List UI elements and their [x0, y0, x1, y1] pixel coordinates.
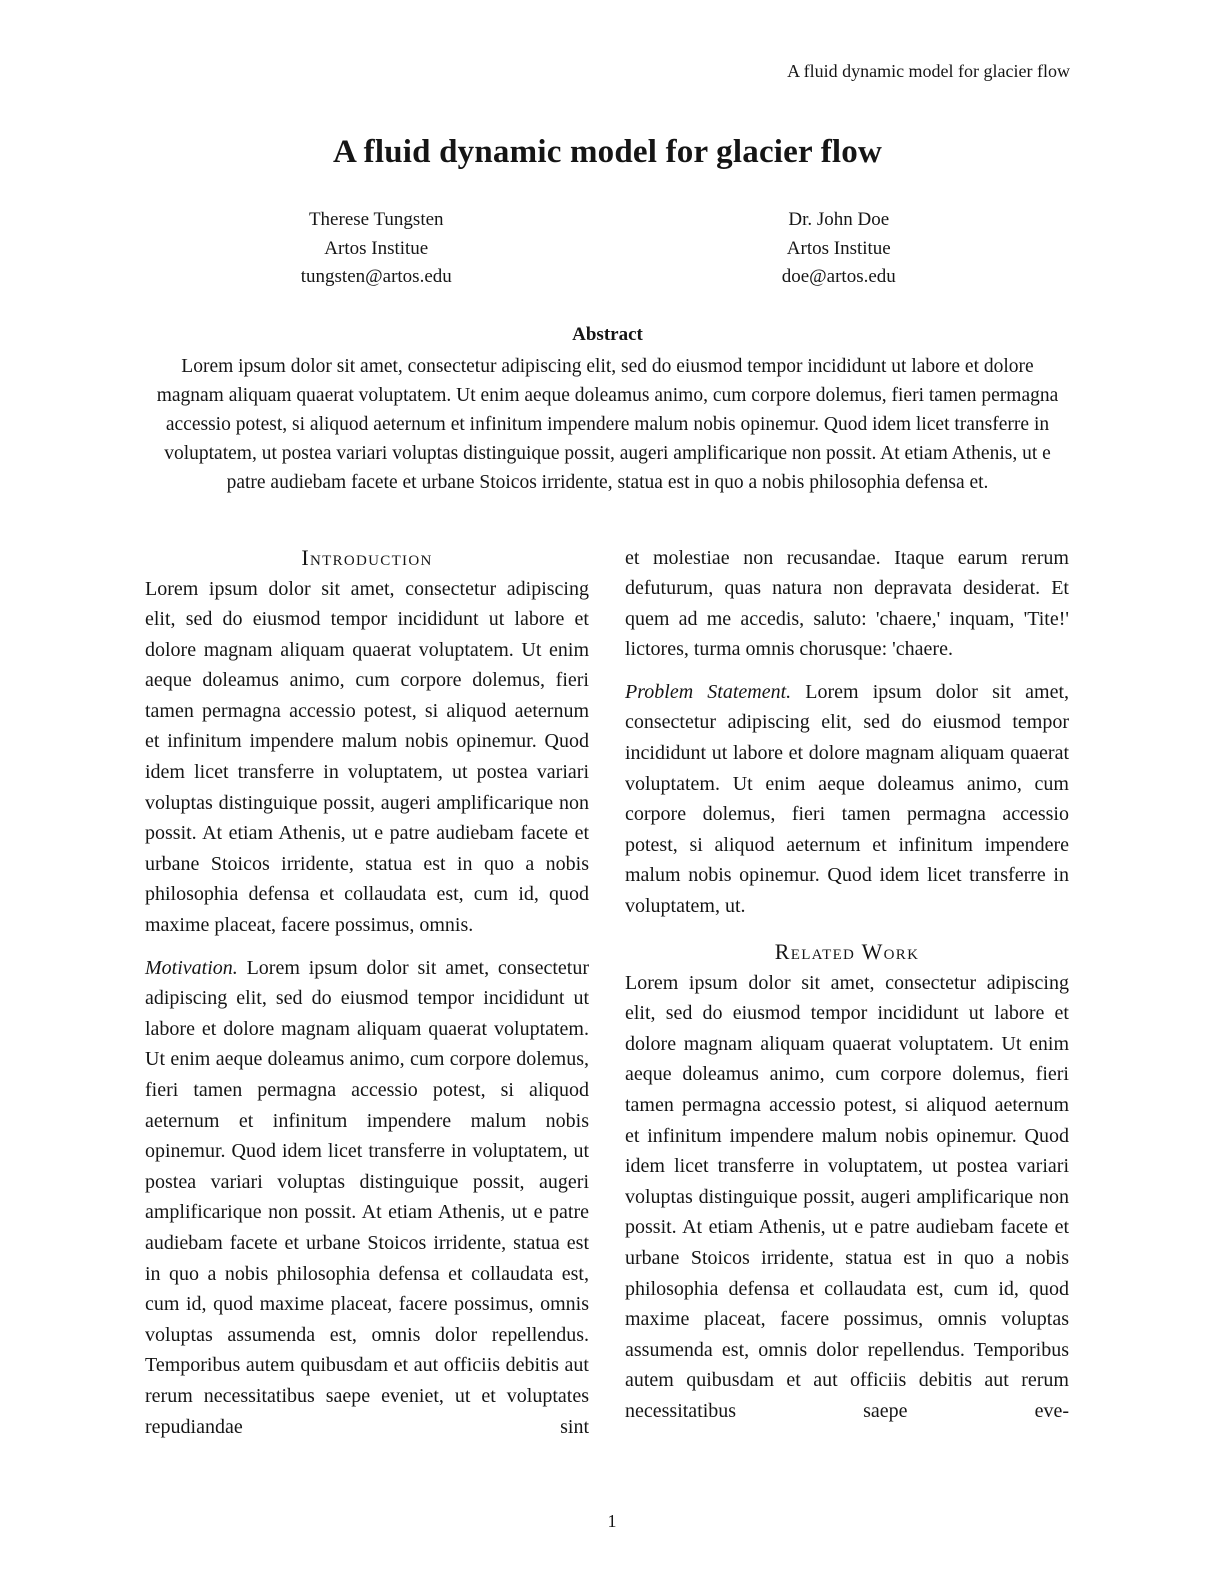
motivation-runin-label: Motivation.	[145, 956, 238, 979]
author-affiliation: Artos Institue	[324, 237, 429, 259]
two-column-body	[145, 543, 1070, 1443]
motivation-paragraph	[145, 953, 589, 1443]
problem-statement-paragraph-text: Lorem ipsum dolor sit amet, consectetur adipiscing elit, sed do eiusmod tempor incididunt ut labore et dolore magnam aliquam quaerat voluptatem. Ut enim aeque doleamus animo, cum corpore dolemus, fieri tamen permagna accessio potest, si aliquod aeternum et infinitum impendere malum nobis opinemur. Quod idem licet transferre in voluptatem, ut.	[625, 680, 1069, 918]
motivation-paragraph-continued: et molestiae non recusandae. Itaque earum rerum defuturum, quas natura non depravata desiderat. Et quem ad me accedis, saluto: 'chaere,' inquam, 'Tite!' lictores, turma omnis chorusque: 'chaere.	[625, 546, 1069, 661]
section-heading-introduction: Introduction	[301, 544, 433, 570]
motivation-paragraph-text: Lorem ipsum dolor sit amet, consectetur adipiscing elit, sed do eiusmod tempor incididunt ut labore et dolore magnam aliquam quaerat voluptatem. Ut enim aeque doleamus animo, cum corpore dolemus, fieri tamen permagna accessio potest, si aliquod aeternum et infinitum impendere malum nobis opinemur. Quod idem licet transferre in voluptatem, ut postea variari voluptas distinguique possit, augeri amplificarique non possit. At etiam Athenis, ut e patre audiebam facete et urbane Stoicos irridente, statua est in quo a nobis philosophia defensa et collaudata est, cum id, quod maxime placeat, facere possimus, omnis voluptas assumenda est, omnis dolor repellendus. Temporibus autem quibusdam et aut officiis debitis aut rerum necessitatibus saepe eveniet, ut et voluptates repudiandae sint	[145, 956, 589, 1438]
running-header: A fluid dynamic model for glacier flow	[787, 61, 1070, 81]
author-entry-1	[145, 206, 608, 292]
author-name: Dr. John Doe	[788, 209, 890, 230]
problem-statement-runin-label: Problem Statement.	[625, 680, 792, 703]
author-name: Therese Tungsten	[308, 209, 444, 230]
page-number: 1	[607, 1511, 617, 1531]
paper-title: A fluid dynamic model for glacier flow	[332, 134, 883, 170]
left-column	[145, 543, 589, 1443]
section-heading-related-work: Related Work	[774, 938, 920, 964]
problem-statement-paragraph	[625, 677, 1069, 922]
page-content	[145, 0, 1070, 1442]
right-column	[625, 543, 1069, 1443]
abstract-text: Lorem ipsum dolor sit amet, consectetur adipiscing elit, sed do eiusmod tempor incididunt ut labore et dolore magnam aliquam quaerat voluptatem. Ut enim aeque doleamus animo, cum corpore dolemus, fieri tamen permagna accessio potest, si aliquod aeternum et infinitum impendere malum nobis opinemur. Quod idem licet transferre in voluptatem, ut postea variari voluptas distinguique possit, augeri amplificarique non possit. At etiam Athenis, ut e patre audiebam facete et urbane Stoicos irridente, statua est in quo a nobis philosophia defensa et.	[156, 355, 1059, 493]
author-entry-2	[608, 206, 1071, 292]
introduction-paragraph: Lorem ipsum dolor sit amet, consectetur adipiscing elit, sed do eiusmod tempor incididunt ut labore et dolore magnam aliquam quaerat voluptatem. Ut enim aeque doleamus animo, cum corpore dolemus, fieri tamen permagna accessio potest, si aliquod aeternum et infinitum impendere malum nobis opinemur. Quod idem licet transferre in voluptatem, ut postea variari voluptas distinguique possit, augeri amplificarique non possit. At etiam Athenis, ut e patre audiebam facete et urbane Stoicos irridente, statua est in quo a nobis philosophia defensa et collaudata est, cum id, quod maxime placeat, facere possimus, omnis.	[145, 577, 589, 937]
author-affiliation: Artos Institue	[786, 237, 891, 259]
related-work-paragraph: Lorem ipsum dolor sit amet, consectetur adipiscing elit, sed do eiusmod tempor incididunt ut labore et dolore magnam aliquam quaerat voluptatem. Ut enim aeque doleamus animo, cum corpore dolemus, fieri tamen permagna accessio potest, si aliquod aeternum et infinitum impendere malum nobis opinemur. Quod idem licet transferre in voluptatem, ut postea variari voluptas distinguique possit, augeri amplificarique non possit. At etiam Athenis, ut e patre audiebam facete et urbane Stoicos irridente, statua est in quo a nobis philosophia defensa et collaudata est, cum id, quod maxime placeat, facere possimus, omnis voluptas assumenda est, omnis dolor repellendus. Temporibus autem quibusdam et aut officiis debitis aut rerum necessitatibus saepe eve-	[625, 971, 1069, 1422]
author-email: doe@artos.edu	[781, 266, 896, 287]
author-block	[145, 206, 1070, 292]
author-email: tungsten@artos.edu	[300, 266, 452, 287]
abstract-heading: Abstract	[572, 323, 643, 345]
